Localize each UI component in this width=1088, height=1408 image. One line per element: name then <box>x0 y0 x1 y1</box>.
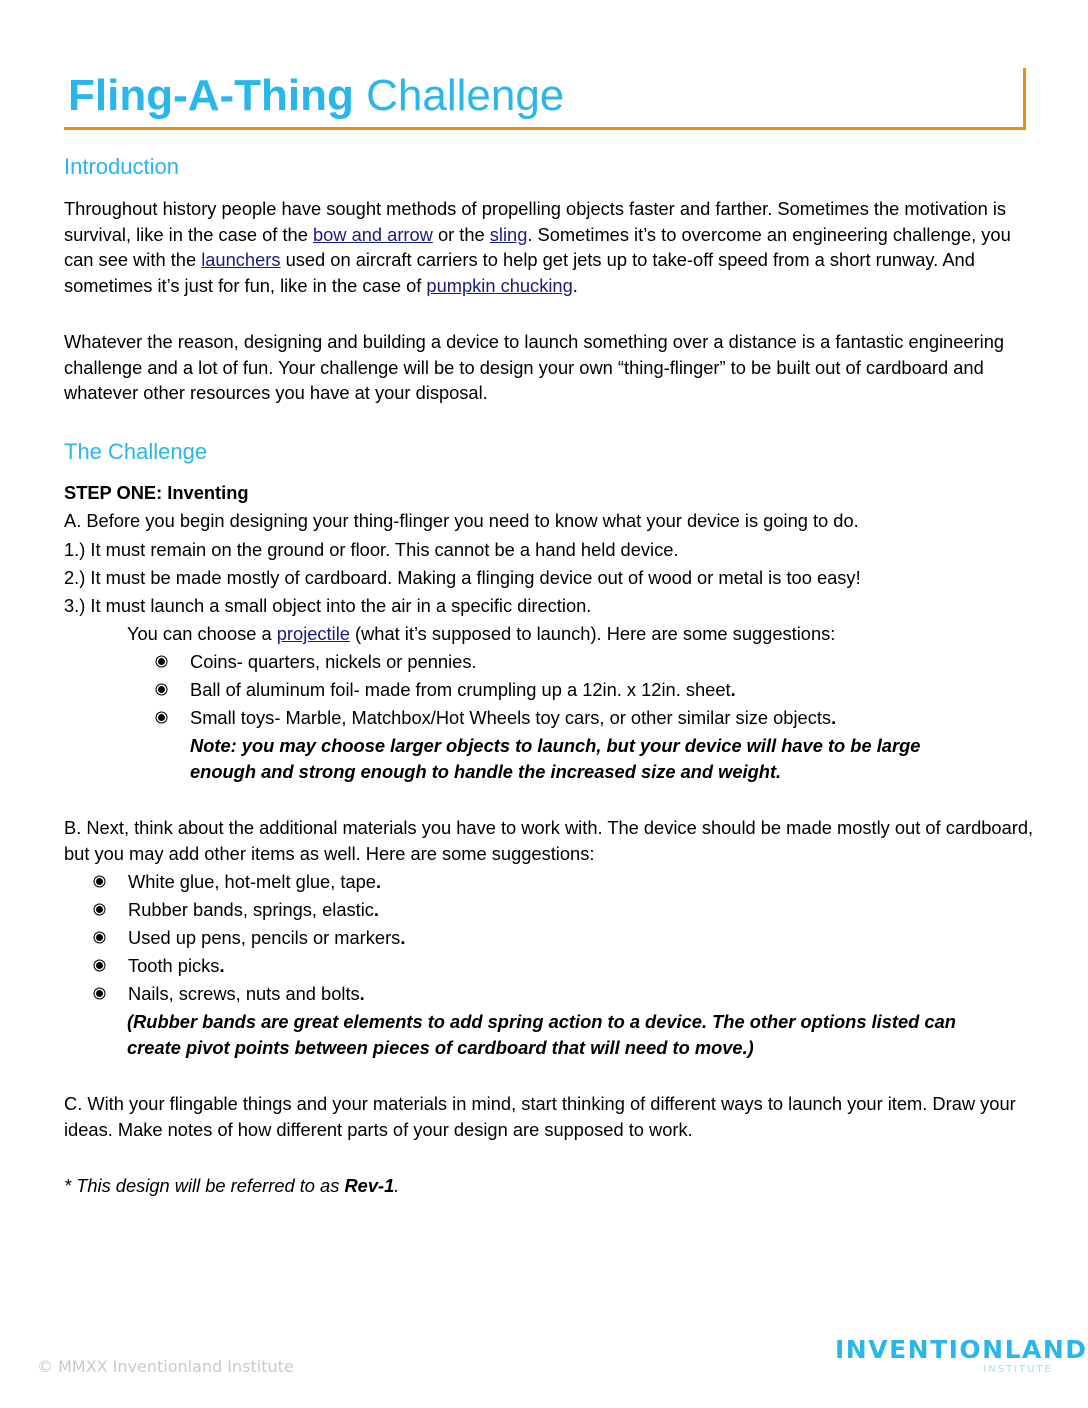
bullet-icon <box>158 658 165 665</box>
list-item-end: . <box>400 927 406 948</box>
title-block <box>64 68 1026 130</box>
pumpkin-chucking-link[interactable]: pumpkin chucking <box>426 274 573 296</box>
section-c-paragraph: C. With your flingable things and your materials in mind, start thinking of different ways to launch your item. Draw your ideas. Make notes of how different parts of your design are supposed to work. <box>64 1093 1016 1140</box>
page-title <box>68 70 564 122</box>
rev-label: Rev-1 <box>344 1175 395 1196</box>
intro-text-3: . Sometimes it’s to overcome an engineering challenge, you can see with the <box>64 223 1011 270</box>
note-line-2: enough and strong enough to handle the increased size and weight. <box>190 761 782 782</box>
projectile-line <box>127 621 835 646</box>
bullet-icon <box>96 934 103 941</box>
launchers-link[interactable]: launchers <box>201 249 281 270</box>
list-item-end: . <box>359 983 365 1004</box>
inventionland-logo <box>835 1335 1088 1379</box>
the-challenge-heading: The Challenge <box>64 439 208 464</box>
section-a-text: A. Before you begin designing your thing-flinger you need to know what your device is going to do. <box>64 510 859 531</box>
list-item-text: Nails, screws, nuts and bolts <box>128 983 360 1004</box>
projectile-pre: You can choose a <box>127 623 277 644</box>
intro-text-5: . <box>572 274 578 296</box>
list-item-text: Rubber bands, springs, elastic <box>128 899 374 920</box>
logo-wordmark: INVENTIONLAND <box>835 1335 1088 1364</box>
list-item-end: . <box>219 955 225 976</box>
step-one-heading: STEP ONE: Inventing <box>64 482 249 503</box>
note-line-1: Note: you may choose larger objects to launch, but your device will have to be large <box>190 735 921 756</box>
title-bold: Fling-A-Thing <box>68 71 354 120</box>
list-item-text: White glue, hot-melt glue, tape <box>128 871 376 892</box>
list-item <box>190 705 836 730</box>
list-item-end: . <box>373 899 380 920</box>
materials-note-line-1: (Rubber bands are great elements to add spring action to a device. The other options listed can <box>127 1011 956 1032</box>
list-item-end: . <box>375 871 382 892</box>
list-item <box>128 897 379 922</box>
list-item <box>190 677 736 702</box>
rev-note-pre: * This design will be referred to as <box>64 1175 345 1196</box>
logo-subtitle: INSTITUTE <box>983 1364 1053 1375</box>
list-item <box>128 869 381 894</box>
materials-note-line-2: create pivot points between pieces of cardboard that will need to move.) <box>127 1037 754 1058</box>
title-rest: Challenge <box>353 71 565 120</box>
list-item-text: Used up pens, pencils or markers <box>128 927 401 948</box>
list-item-end: . <box>471 651 477 672</box>
list-item <box>128 925 405 950</box>
intro-paragraph-2: Whatever the reason, designing and building a device to launch something over a distance is a fantastic engineering challenge and a lot of fun. Your challenge will be to design your own “thing-flinger” to be built out of cardboard and whatever other resources you have at your disposal. <box>64 331 1005 403</box>
list-item <box>128 981 365 1006</box>
list-item-text: Coins- quarters, nickels or pennies <box>190 651 472 672</box>
bullet-icon <box>96 906 103 913</box>
bullet-icon <box>96 990 103 997</box>
bullet-icon <box>96 878 103 885</box>
bullet-icon <box>96 962 103 969</box>
rev-1-note <box>64 1173 399 1198</box>
list-item-text: Tooth picks <box>128 955 220 976</box>
intro-text-2: or the <box>432 223 490 245</box>
footer-copyright: © MMXX Inventionland Institute <box>37 1357 294 1376</box>
intro-text-1: Throughout history people have sought methods of propelling objects faster and farther. Sometimes the motivation is survival, like in the case of the <box>64 198 1007 245</box>
list-item <box>190 649 477 674</box>
projectile-post: (what it’s supposed to launch). Here are some suggestions: <box>349 623 836 644</box>
rule-3: 3.) It must launch a small object into the air in a specific direction. <box>64 595 592 616</box>
list-item-end: . <box>730 679 736 700</box>
rule-1: 1.) It must remain on the ground or floor. This cannot be a hand held device. <box>64 539 679 560</box>
rev-note-post: . <box>394 1175 400 1196</box>
intro-paragraph-1 <box>64 196 1034 298</box>
rule-2: 2.) It must be made mostly of cardboard. Making a flinging device out of wood or metal is too easy! <box>64 567 861 588</box>
bow-and-arrow-link[interactable]: bow and arrow <box>312 223 433 245</box>
intro-text-4: used on aircraft carriers to help get jets up to take-off speed from a short runway. And sometimes it’s just for fun, like in the case of <box>64 249 975 296</box>
sling-link[interactable]: sling <box>489 223 528 245</box>
projectile-link[interactable]: projectile <box>276 623 350 644</box>
list-item-text: Ball of aluminum foil- made from crumpling up a 12in. x 12in. sheet <box>190 679 731 700</box>
list-item-end: . <box>831 707 837 728</box>
list-item-text: Small toys- Marble, Matchbox/Hot Wheels toy cars, or other similar size objects <box>190 707 832 728</box>
introduction-heading: Introduction <box>64 154 179 179</box>
list-item <box>128 953 225 978</box>
bullet-icon <box>158 686 165 693</box>
bullet-icon <box>158 714 165 721</box>
section-b-paragraph: B. Next, think about the additional materials you have to work with. The device should be made mostly out of cardboard, but you may add other items as well. Here are some suggestions: <box>64 817 1034 864</box>
